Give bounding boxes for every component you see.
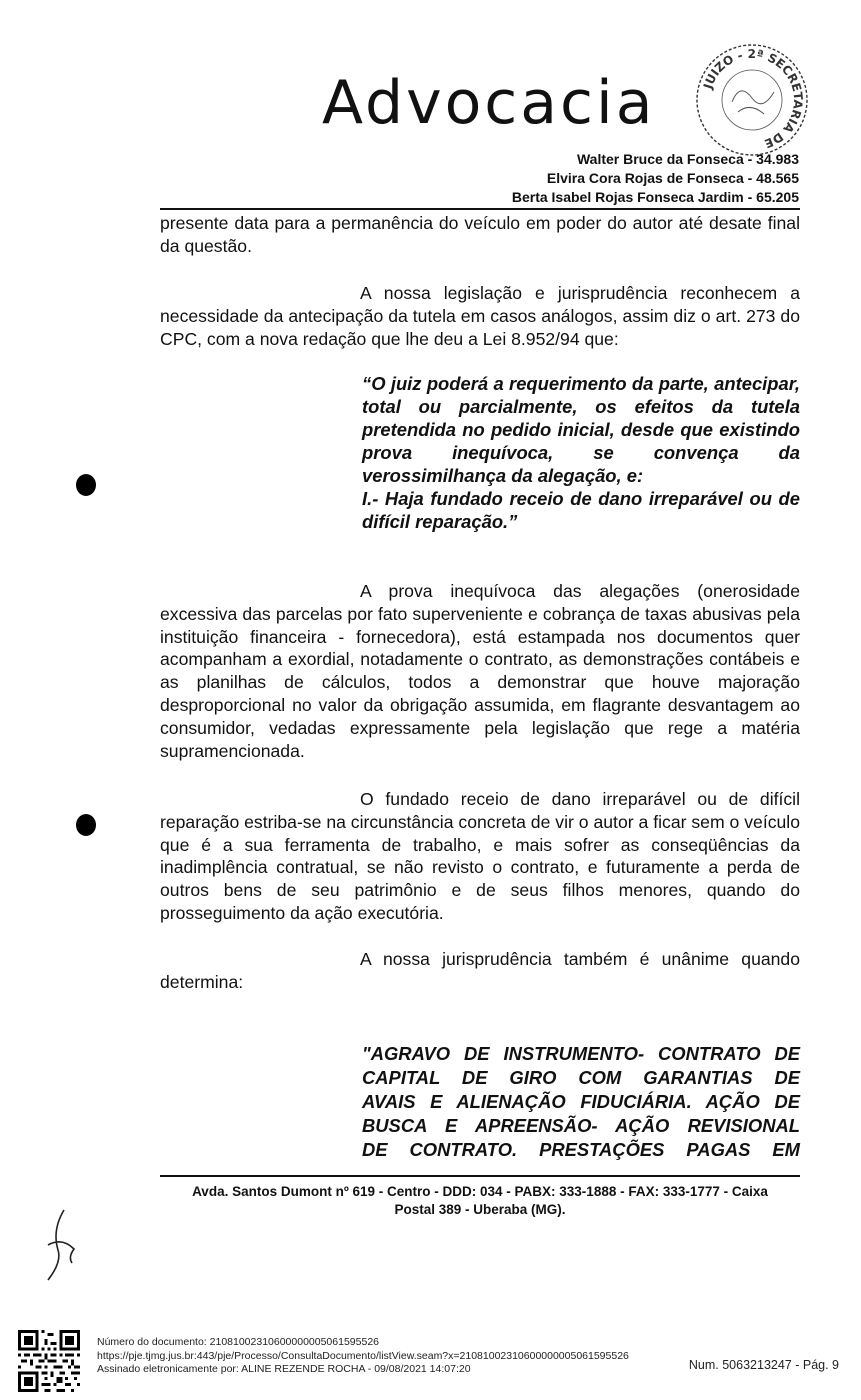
lawyer-list: [512, 150, 799, 207]
document-number: Número do documento: 21081002310600000005061595526: [97, 1336, 379, 1348]
document-url[interactable]: https://pje.tjmg.jus.br:443/pje/Processo/ConsultaDocumento/listView.seam?x=21081002310600000005061595526: [97, 1349, 629, 1362]
paragraph-2-text: A nossa legislação e jurisprudência reconhecem a necessidade da antecipação da tutela em casos análogos, assim diz o art. 273 do CPC, com a nova redação que lhe deu a Lei 8.952/94 que:: [160, 283, 800, 349]
quote-1-item: I.- Haja fundado receio de dano irreparável ou de difícil reparação.”: [362, 488, 800, 532]
paragraph-2: [160, 282, 800, 350]
quote-2-line: "AGRAVO DE INSTRUMENTO- CONTRATO DE: [362, 1043, 800, 1064]
paragraph-3-text: A prova inequívoca das alegações (onerosidade excessiva das parcelas por fato superveniente e cobrança de taxas abusivas pela instituição financeira - fornecedora), está estampada nos documentos quer acompanham a exordial, notadamente o contrato, as demonstrações contábeis e as planilhas de cálculos, todos a demonstrar que houve majoração desproporcional no valor da obrigação assumida, em flagrante desvantagem ao consumidor, vedadas expressamente pela legislação que rege a matéria supramencionada.: [160, 581, 800, 761]
page-number: Num. 5063213247 - Pág. 9: [688, 1358, 839, 1372]
lawyer-1: Walter Bruce da Fonseca - 34.983: [576, 151, 799, 167]
footer-line-1: Avda. Santos Dumont nº 619 - Centro - DDD: 034 - PABX: 333-1888 - FAX: 333-1777 - Caixa: [192, 1184, 768, 1199]
qr-code: [18, 1330, 80, 1392]
letterhead-title: Advocacia: [322, 68, 656, 138]
paragraph-5: [160, 948, 800, 994]
header-rule: [160, 208, 800, 210]
paragraph-1: [160, 212, 800, 258]
footer-address: [150, 1183, 810, 1219]
lawyer-3: Berta Isabel Rojas Fonseca Jardim - 65.205: [511, 189, 799, 205]
stamp-text: JUIZO - 2ª SECRETARIA DE: [700, 46, 806, 151]
paragraph-3: [160, 580, 800, 762]
footer-rule: [160, 1175, 800, 1177]
quote-2-line: DE CONTRATO. PRESTAÇÕES PAGAS EM: [362, 1139, 800, 1160]
quote-1-text: “O juiz poderá a requerimento da parte, antecipar, total ou parcialmente, os efeitos da tutela pretendida no pedido inicial, desde que existindo prova inequívoca, se convença da verossimilhança da alegação, e:: [362, 373, 800, 486]
signature-info: Assinado eletronicamente por: ALINE REZENDE ROCHA - 09/08/2021 14:07:20: [97, 1363, 471, 1375]
legal-quote-1: [362, 372, 800, 533]
quote-2-line: BUSCA E APREENSÃO- AÇÃO REVISIONAL: [362, 1115, 800, 1136]
legal-quote-2: [362, 1042, 800, 1162]
paragraph-4-text: O fundado receio de dano irreparável ou de difícil reparação estriba-se na circunstância concreta de vir o autor a ficar sem o veículo que é a sua ferramenta de trabalho, e mais sofrer as conseqüências da inadimplência contratual, se não revisto o contrato, e futuramente a perda de outros bens de seu patrimônio e de seus filhos menores, quando do prosseguimento da ação executória.: [160, 789, 800, 923]
quote-2-line: CAPITAL DE GIRO COM GARANTIAS DE: [362, 1067, 800, 1088]
lawyer-2: Elvira Cora Rojas de Fonseca - 48.565: [546, 170, 799, 186]
paragraph-1-text: presente data para a permanência do veículo em poder do autor até desate final da questão.: [160, 213, 800, 256]
paragraph-5-text: A nossa jurisprudência também é unânime quando determina:: [160, 949, 800, 992]
punch-hole: [76, 474, 96, 496]
document-metadata: [97, 1336, 629, 1377]
quote-2-line: AVAIS E ALIENAÇÃO FIDUCIÁRIA. AÇÃO DE: [362, 1091, 800, 1112]
court-stamp: [692, 40, 812, 160]
paragraph-4: [160, 788, 800, 925]
initials-signature: [36, 1205, 86, 1295]
footer-line-2: Postal 389 - Uberaba (MG).: [394, 1202, 566, 1217]
punch-hole: [76, 814, 96, 836]
